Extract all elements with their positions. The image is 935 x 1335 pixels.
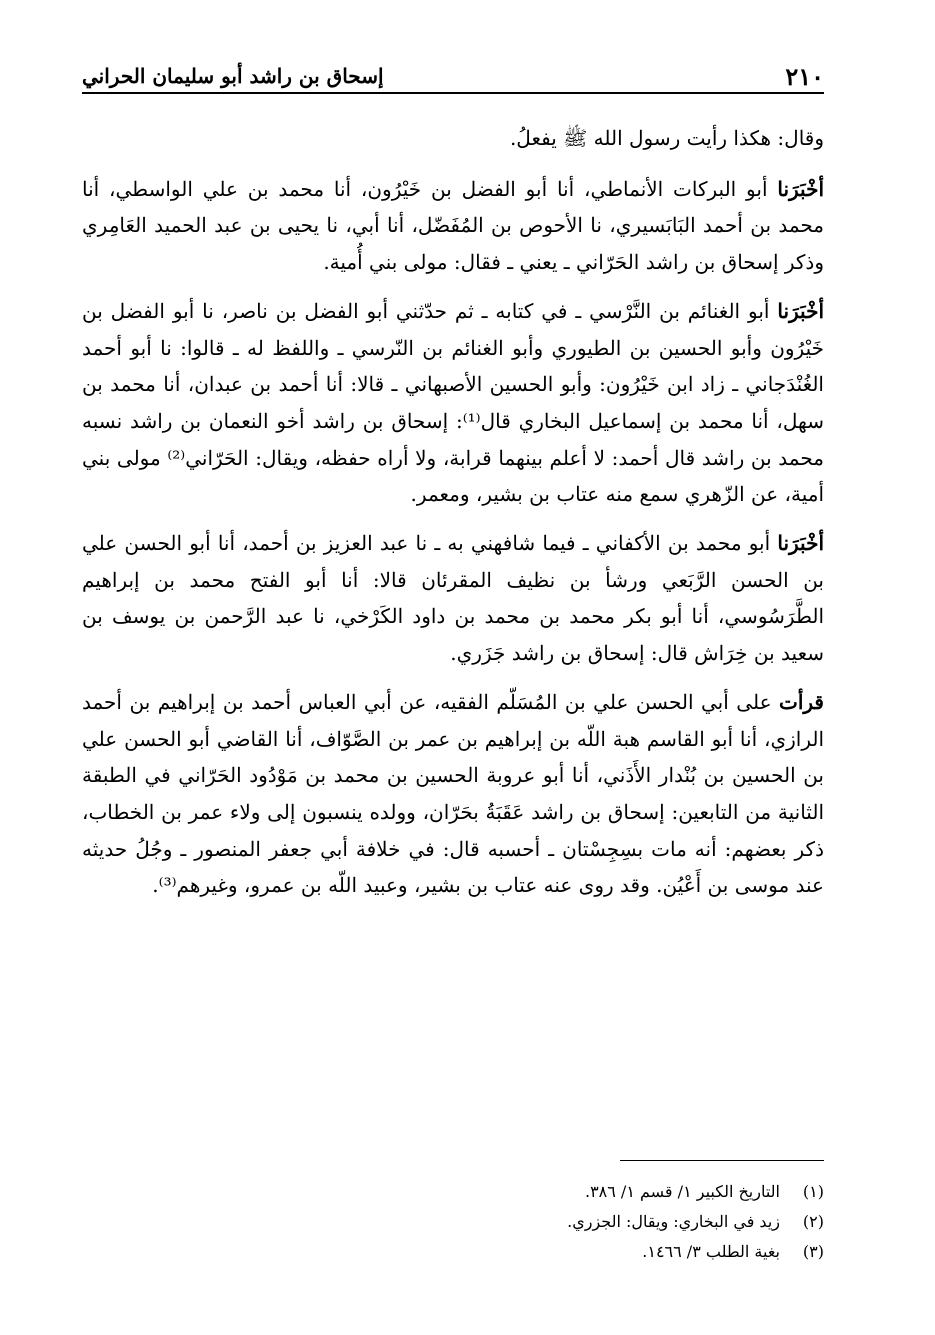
paragraph-2 (82, 293, 824, 513)
header-rule (82, 92, 824, 94)
paragraph-lead: أخْبَرَنا (777, 298, 824, 323)
paragraph-text: أبو البركات الأنماطي، أنا أبو الفضل بن خَيْرُون، أنا محمد بن علي الواسطي، أنا محمد بن أحمد البَابَسيري، نا الأحوص بن المُفَضّل، أنا أبي، نا يحيى بن عبد الحميد العَامِري وذكر إسحاق بن راشد الحَرّاني ـ يعني ـ فقال: مولى بني أُمية. (82, 176, 824, 275)
footnote-1 (82, 1177, 824, 1207)
footnote-text: التاريخ الكبير ١/ قسم ١/ ٣٨٦. (584, 1182, 780, 1201)
footnote-number: (١) (802, 1182, 824, 1201)
paragraph-1 (82, 171, 824, 281)
footnote-text: زيد في البخاري: ويقال: الجزري. (567, 1212, 780, 1231)
paragraph-lead: أخْبَرَنا (777, 176, 824, 201)
paragraph-lead: قرأت (779, 689, 824, 714)
paragraph-text: أبو الغنائم بن النَّرْسي ـ في كتابه ـ ثم حدّثني أبو الفضل بن ناصر، نا أبو الفضل بن خَيْرُون وأبو الحسين بن الطيوري وأبو الغنائم بن النّرسي ـ واللفظ له ـ قالوا: نا أبو أحمد الغُنْدَجاني ـ زاد ابن خَيْرُون: وأبو الحسين الأصبهاني ـ قالا: أنا أحمد بن عبدان، أنا محمد بن سهل، أنا محمد بن إسماعيل البخاري قال⁽¹⁾: إسحاق بن راشد أخو النعمان بن راشد نسبه محمد بن راشد قال أحمد: لا أعلم بينهما قرابة، ولا أراه حفظه، ويقال: الحَرّاني⁽²⁾ مولى بني أمية، عن الزّهري سمع منه عتاب بن بشير، ومعمر. (82, 298, 824, 507)
page-number: ٢١٠ (785, 62, 824, 91)
footnote-rule (620, 1160, 824, 1161)
page-header (82, 58, 824, 94)
footnote-number: (٢) (802, 1212, 824, 1231)
paragraph-4 (82, 684, 824, 904)
running-title: إسحاق بن راشد أبو سليمان الحراني (82, 64, 384, 88)
footnote-3 (82, 1237, 824, 1267)
main-text (82, 120, 824, 916)
paragraph-3 (82, 525, 824, 672)
footnote-number: (٣) (802, 1242, 824, 1261)
footnote-2 (82, 1207, 824, 1237)
opening-line: وقال: هكذا رأيت رسول الله ﷺ يفعلُ. (509, 126, 824, 150)
paragraph-lead: أخْبَرَنا (777, 531, 824, 556)
paragraph-text: على أبي الحسن علي بن المُسَلّم الفقيه، عن أبي العباس أحمد بن إبراهيم بن أحمد الرازي، أنا أبو القاسم هبة اللّه بن إبراهيم بن عمر بن الصَّوّاف، أنا القاضي أبو الحسن علي بن الحسين بن بُنْدار الأَذَني، أنا أبو عروبة الحسين بن محمد بن مَوْدُود الحَرّاني في الطبقة الثانية من التابعين: إسحاق بن راشد عَقَبَةُ بحَرّان، وولده ينسبون إلى ولاء عمر بن الخطاب، ذكر بعضهم: أنه مات بسِجِسْتان ـ أحسبه قال: في خلافة أبي جعفر المنصور ـ وجُلُ حديثه عند موسى بن أَعْيُن. وقد روى عنه عتاب بن بشير، وعبيد اللّه بن عمرو، وغيرهم⁽³⁾. (82, 689, 824, 898)
footnotes (82, 1177, 824, 1267)
footnote-text: بغية الطلب ٣/ ١٤٦٦. (642, 1242, 780, 1261)
paragraph-text: أبو محمد بن الأكفاني ـ فيما شافهني به ـ نا عبد العزيز بن أحمد، أنا أبو الحسن علي بن الحسن الرَّبَعي ورشأ بن نظيف المقرئان قالا: أنا أبو الفتح محمد بن إبراهيم الطَّرَسُوسي، أنا أبو بكر محمد بن محمد بن داود الكَرْخي، نا عبد الرَّحمن بن يوسف بن سعيد بن خِرَاش قال: إسحاق بن راشد جَزَري. (82, 531, 825, 666)
